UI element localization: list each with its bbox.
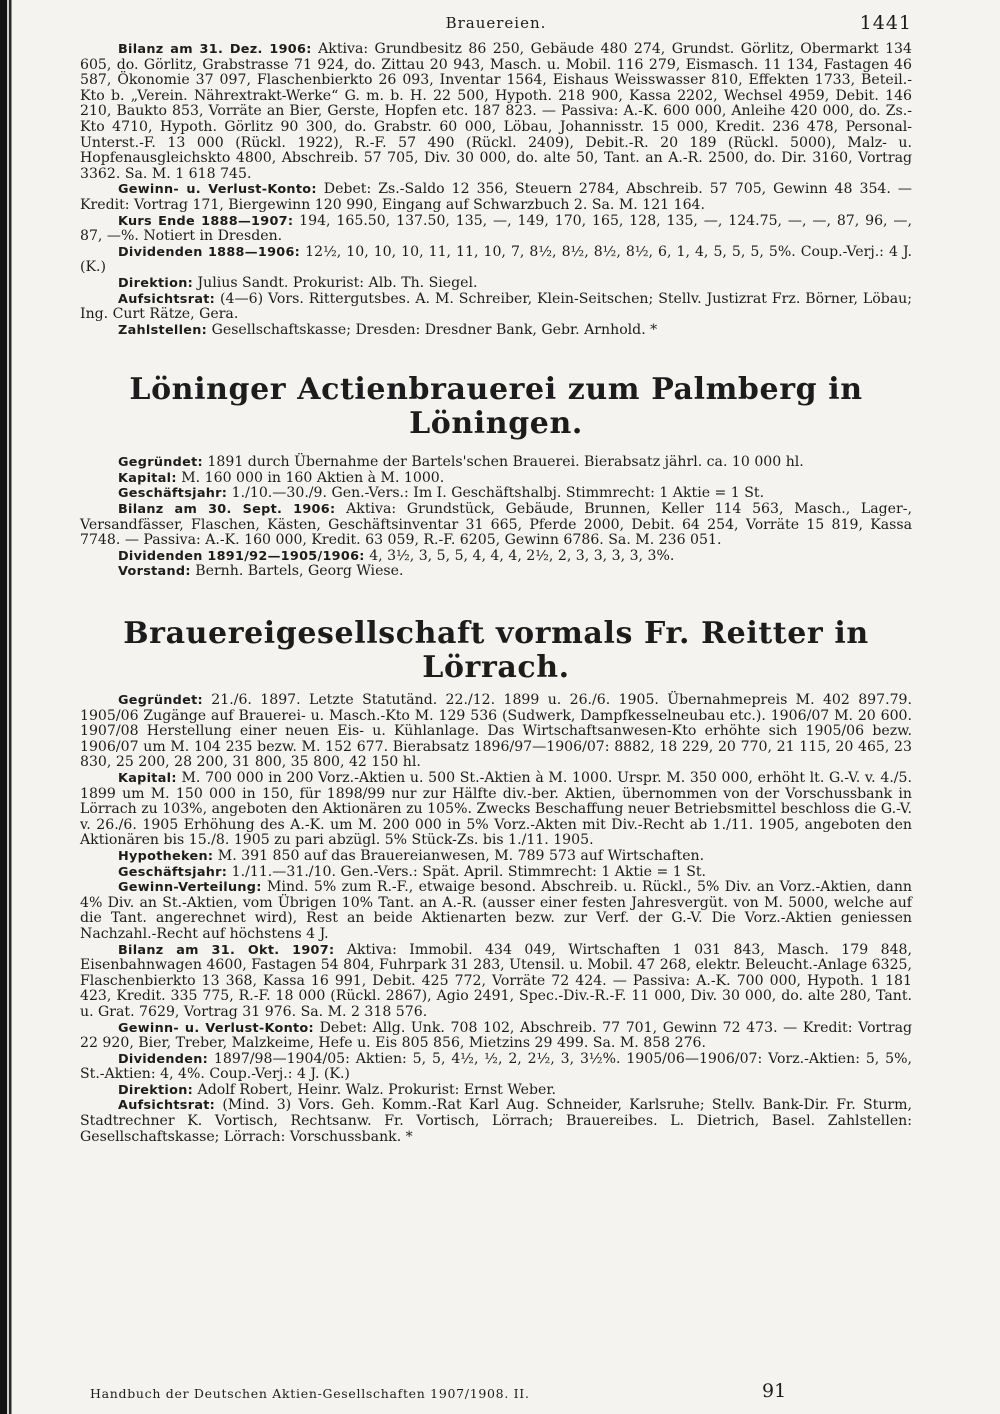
entry-text: 12½, 10, 10, 10, 11, 11, 10, 7, 8½, 8½, 8½, 8½, 6, 1, 4, 5, 5, 5, 5%. Coup.-Verj.: 4 J. (K.): [80, 243, 912, 276]
entry-label: Kapital:: [118, 771, 177, 786]
entry-label: Direktion:: [118, 1082, 194, 1098]
section-loeninger-actienbrauerei: [80, 455, 912, 580]
entry-label: Gewinn-Verteilung:: [118, 880, 262, 896]
entry-label: Dividenden:: [118, 1051, 209, 1067]
entry-paragraph: [80, 564, 912, 580]
entry-text: M. 391 850 auf das Brauereianwesen, M. 789 573 auf Wirtschaften.: [213, 847, 705, 864]
entry-text: 1./10.—30./9. Gen.-Vers.: Im I. Geschäftshalbj. Stimmrecht: 1 Aktie = 1 St.: [227, 485, 765, 502]
entry-label: Gewinn- u. Verlust-Konto:: [118, 1020, 314, 1036]
section-goerlitz-brewery-continued: [80, 42, 912, 338]
binding-gutter: [0, 0, 12, 1414]
company-heading-loerrach: Brauereigesellschaft vormals Fr. Reitter in Lörrach.: [123, 616, 869, 686]
entry-text: (Mind. 3) Vors. Geh. Komm.-Rat Karl Aug. Schneider, Karlsruhe; Stellv. Bank-Dir. Fr. Sturm, Stadtrechner K. Vortisch, Rechtsanw. Fr. Vortisch, Lörrach; Brauereibes. L. Dietrich, Basel. Zahlstellen: Gesellschaftskasse; Lörrach: Vorschussbank. *: [80, 1097, 912, 1145]
entry-label: Direktion:: [118, 275, 194, 291]
page-number: 1441: [859, 12, 912, 34]
entry-text: Mind. 5% zum R.-F., etwaige besond. Abschreib. u. Rückl., 5% Div. an Vorz.-Aktien, dann 4% Div. an St.-Aktien, vom Übrigen 10% Tant. an A.-R. (ausser einer festen Jahresvergüt. von M. 5000, welche auf die Tant. angerechnet wird), Rest an beide Aktienarten bezw. zur Verf. der G.-V. Die Vorz.-Aktien geniessen Nachzahl.-Recht auf höchstens 4 J.: [80, 879, 912, 942]
entry-label: Gewinn- u. Verlust-Konto:: [118, 182, 317, 198]
entry-text: (4—6) Vors. Rittergutsbes. A. M. Schreiber, Klein-Seitschen; Stellv. Justizrat Frz. Börner, Löbau; Ing. Curt Rätze, Gera.: [80, 290, 912, 323]
text-column: [80, 42, 912, 1145]
entry-text: Aktiva: Grundstück, Gebäude, Brunnen, Keller 114 563, Masch., Lager-, Versandfässer, Flaschen, Kästen, Geschäftsinventar 31 665, Pferde 2000, Debit. 64 254, Vorräte 15 819, Kassa 7748. — Passiva: A.-K. 160 000, Kredit. 63 059, R.-F. 6205, Gewinn 6786. Sa. M. 236 051.: [80, 501, 913, 549]
entry-paragraph: [80, 502, 912, 549]
entry-paragraph: [80, 693, 912, 771]
entry-text: 1897/98—1904/05: Aktien: 5, 5, 4½, ½, 2, 2½, 3, 3½%. 1905/06—1906/07: Vorz.-Aktien: 5, 5%, St.-Aktien: 4, 4%. Coup.-Verj.: 4 J. (K.): [80, 1050, 912, 1083]
entry-text: 194, 165.50, 137.50, 135, —, 149, 170, 165, 128, 135, —, 124.75, —, —, 87, 96, —, 87, —%. Notiert in Dresden.: [80, 212, 912, 245]
entry-label: Dividenden 1891/92—1905/1906:: [118, 548, 365, 564]
entry-paragraph: [80, 486, 912, 502]
company-heading-loeningen: Löninger Actienbrauerei zum Palmberg in Löningen.: [129, 372, 863, 442]
entry-paragraph: [80, 1083, 912, 1099]
entry-paragraph: [80, 292, 912, 323]
entry-paragraph: [80, 214, 912, 245]
entry-label: Geschäftsjahr:: [118, 486, 228, 502]
entry-text: 1891 durch Übernahme der Bartels'schen Brauerei. Bierabsatz jährl. ca. 10 000 hl.: [202, 454, 804, 471]
entry-label: Aufsichtsrat:: [118, 1098, 216, 1114]
section-brauereigesellschaft-reitter: [80, 693, 912, 1145]
entry-paragraph: [80, 471, 912, 487]
entry-label: Gegründet:: [118, 693, 203, 709]
entry-text: Aktiva: Grundbesitz 86 250, Gebäude 480 274, Grundst. Görlitz, Obermarkt 134 605, do. Görlitz, Grabstrasse 71 924, do. Zittau 20 943, Masch. u. Mobil. 116 279, Eismasch. 11 134, Fastagen 46 587, Ökonomie 37 097, Flaschenbierkto 26 093, Inventar 1564, Eishaus Weisswasser 810, Effekten 1733, Beteil.-Kto b. „Verein. Nährextrakt-Werke“ G. m. b. H. 22 500, Hypoth. 218 900, Kassa 2202, Wechsel 4959, Debit. 146 210, Baukto 853, Vorräte an Bier, Gerste, Hopfen etc. 187 823. — Passiva: A.-K. 600 000, Anleihe 420 000, do. Zs.-Kto 4710, Hypoth. Görlitz 90 300, do. Grabstr. 60 000, Löbau, Johannisstr. 15 000, Kredit. 236 478, Personal-Unterst.-F. 13 000 (Rückl. 1922), R.-F. 57 490 (Rückl. 2409), Debit.-R. 20 189 (Rückl. 5000), Malz- u. Hopfenausgleichskto 4800, Abschreib. 57 705, Div. 30 000, do. alte 50, Tant. an A.-R. 2500, do. Dir. 3160, Vortrag 3362. Sa. M. 1 618 745.: [80, 41, 912, 182]
entry-paragraph: [80, 455, 912, 471]
entry-paragraph: [80, 42, 912, 182]
entry-text: M. 160 000 in 160 Aktien à M. 1000.: [176, 469, 445, 486]
footer-signature-mark: 91: [762, 1380, 787, 1402]
entry-paragraph: [80, 1052, 912, 1083]
entry-label: Aufsichtsrat:: [118, 291, 216, 307]
entry-text: Adolf Robert, Heinr. Walz. Prokurist: Ernst Weber.: [193, 1081, 557, 1098]
entry-text: 21./6. 1897. Letzte Statutänd. 22./12. 1899 u. 26./6. 1905. Übernahmepreis M. 402 897.79. 1905/06 Zugänge auf Brauerei- u. Masch.-Kto M. 129 536 (Sudwerk, Dampfkesselneubau etc.). 1906/07 M. 20 600. 1907/08 Herstellung einer neuen Eis- u. Kühlanlage. Das Wirtschaftsanwesen-Kto erhöhte sich 1905/06 bezw. 1906/07 um M. 104 235 bezw. M. 152 677. Bierabsatz 1896/97—1906/07: 8882, 18 229, 20 770, 21 115, 20 465, 23 830, 25 200, 28 200, 31 800, 35 800, 42 150 hl.: [80, 692, 912, 771]
entry-paragraph: [80, 880, 912, 942]
entry-text: M. 700 000 in 200 Vorz.-Aktien u. 500 St.-Aktien à M. 1000. Urspr. M. 350 000, erhöht lt. G.-V. v. 4./5. 1899 um M. 150 000 in 150, für 1898/99 nur zur Hälfte div.-ber. Aktien, übernommen von der Vorschussbank in Lörrach zu 103%, angeboten den Aktionären zu 105%. Zwecks Beschaffung neuer Betriebsmittel beschloss die G.-V. v. 26./6. 1905 Erhöhung des A.-K. um M. 200 000 in 5% Vorz.-Akten mit Div.-Recht ab 1./11. 1905, angeboten den Aktionären bis 15./8. 1905 zu pari abzügl. 5% Stück-Zs. bis 1./11. 1905.: [80, 770, 912, 849]
entry-label: Bilanz am 30. Sept. 1906:: [118, 502, 336, 518]
entry-text: Debet: Zs.-Saldo 12 356, Steuern 2784, Abschreib. 57 705, Gewinn 48 354. — Kredit: Vortrag 171, Biergewinn 120 990, Eingang auf Schwarzbuch 2. Sa. M. 121 164.: [80, 181, 912, 213]
footer-source-line: Handbuch der Deutschen Aktien-Gesellschaften 1907/1908. II.: [90, 1386, 530, 1401]
entry-paragraph: [80, 549, 912, 565]
entry-label: Dividenden 1888—1906:: [118, 244, 301, 260]
running-head-title: Brauereien.: [445, 14, 547, 32]
entry-paragraph: [80, 1021, 912, 1052]
entry-label: Kapital:: [118, 470, 177, 486]
entry-text: 4, 3½, 3, 5, 5, 4, 4, 4, 2½, 2, 3, 3, 3, 3, 3%.: [364, 547, 675, 564]
entry-paragraph: [80, 245, 912, 276]
entry-label: Geschäftsjahr:: [118, 864, 228, 880]
entry-label: Vorstand:: [118, 564, 191, 580]
entry-text: Debet: Allg. Unk. 708 102, Abschreib. 77 701, Gewinn 72 473. — Kredit: Vortrag 22 920, Bier, Treber, Malzkeime, Hefe u. Eis 805 856, Mietzins 29 499. Sa. M. 858 276.: [80, 1019, 912, 1052]
entry-paragraph: [80, 323, 912, 339]
entry-text: 1./11.—31./10. Gen.-Vers.: Spät. April. Stimmrecht: 1 Aktie = 1 St.: [227, 863, 707, 880]
entry-text: Gesellschaftskasse; Dresden: Dresdner Bank, Gebr. Arnhold. *: [207, 321, 658, 338]
page-footer: [80, 1378, 912, 1408]
entry-label: Bilanz am 31. Dez. 1906:: [118, 42, 312, 57]
entry-paragraph: [80, 849, 912, 865]
entry-label: Gegründet:: [118, 455, 203, 471]
entry-paragraph: [80, 276, 912, 292]
entry-paragraph: [80, 1098, 912, 1145]
entry-label: Bilanz am 31. Okt. 1907:: [118, 942, 335, 958]
entry-paragraph: [80, 182, 912, 213]
entry-label: Hypotheken:: [118, 848, 214, 864]
entry-text: Julius Sandt. Prokurist: Alb. Th. Siegel.: [193, 274, 478, 291]
entry-paragraph: [80, 865, 912, 881]
entry-paragraph: [80, 771, 912, 849]
entry-paragraph: [80, 943, 912, 1021]
entry-label: Kurs Ende 1888—1907:: [118, 213, 294, 229]
entry-text: Aktiva: Immobil. 434 049, Wirtschaften 1 031 843, Masch. 179 848, Eisenbahnwagen 4600, Fastagen 54 804, Fuhrpark 31 283, Utensil. u. Mobil. 47 268, elektr. Beleucht.-Anlage 6325, Flaschenbierkto 13 368, Kassa 16 991, Debit. 425 772, Vorräte 72 424. — Passiva: A.-K. 700 000, Hypoth. 1 181 423, Kredit. 335 775, R.-F. 18 000 (Rückl. 2867), Agio 2491, Spec.-Div.-R.-F. 11 000, Div. 30 000, do. alte 280, Tant. u. Grat. 7629, Vortrag 31 976. Sa. M. 2 318 576.: [80, 941, 912, 1020]
entry-label: Zahlstellen:: [118, 322, 208, 338]
entry-text: Bernh. Bartels, Georg Wiese.: [190, 563, 404, 580]
running-head: [80, 12, 912, 40]
